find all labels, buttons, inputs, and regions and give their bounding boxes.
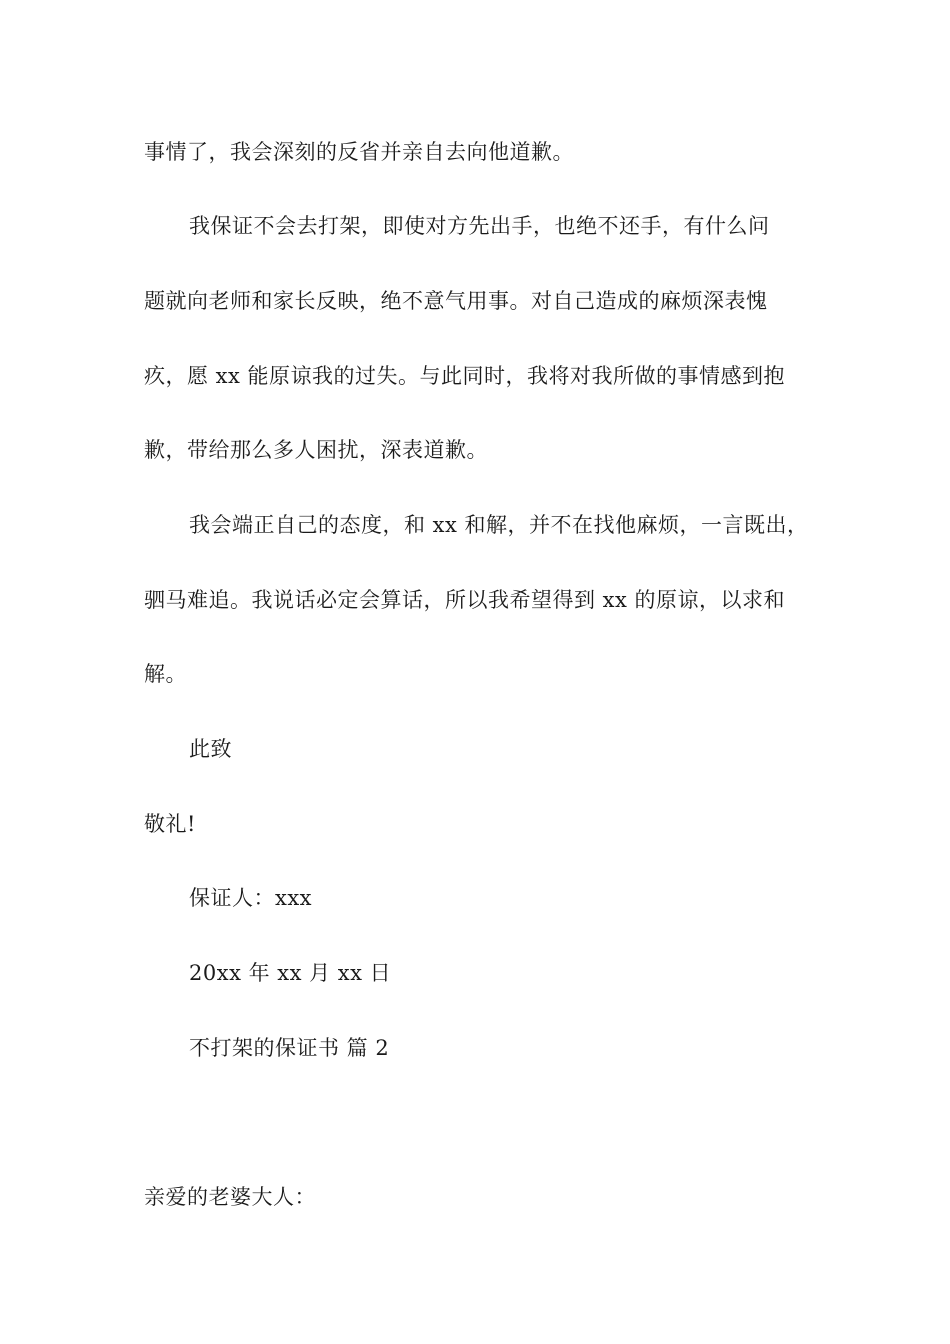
paragraph-line: 题就向老师和家长反映，绝不意气用事。对自己造成的麻烦深表愧	[144, 289, 768, 313]
signature-line: 保证人：xxx	[189, 886, 313, 910]
paragraph-line: 驷马难追。我说话必定会算话，所以我希望得到 xx 的原谅，以求和	[144, 588, 786, 612]
section-title: 不打架的保证书 篇 2	[189, 1036, 390, 1060]
letter-greeting: 亲爱的老婆大人：	[144, 1185, 316, 1209]
paragraph-line: 歉，带给那么多人困扰，深表道歉。	[144, 438, 488, 462]
date-line: 20xx 年 xx 月 xx 日	[189, 961, 392, 985]
paragraph-line: 我会端正自己的态度，和 xx 和解，并不在找他麻烦，一言既出，	[189, 513, 809, 537]
paragraph-line: 事情了，我会深刻的反省并亲自去向他道歉。	[144, 140, 574, 164]
paragraph-line: 解。	[144, 662, 187, 686]
paragraph-line: 我保证不会去打架，即使对方先出手，也绝不还手，有什么问	[189, 214, 770, 238]
paragraph-line: 疚，愿 xx 能原谅我的过失。与此同时，我将对我所做的事情感到抱	[144, 364, 786, 388]
closing-salutation: 敬礼!	[144, 812, 196, 836]
closing-salutation: 此致	[189, 737, 232, 761]
